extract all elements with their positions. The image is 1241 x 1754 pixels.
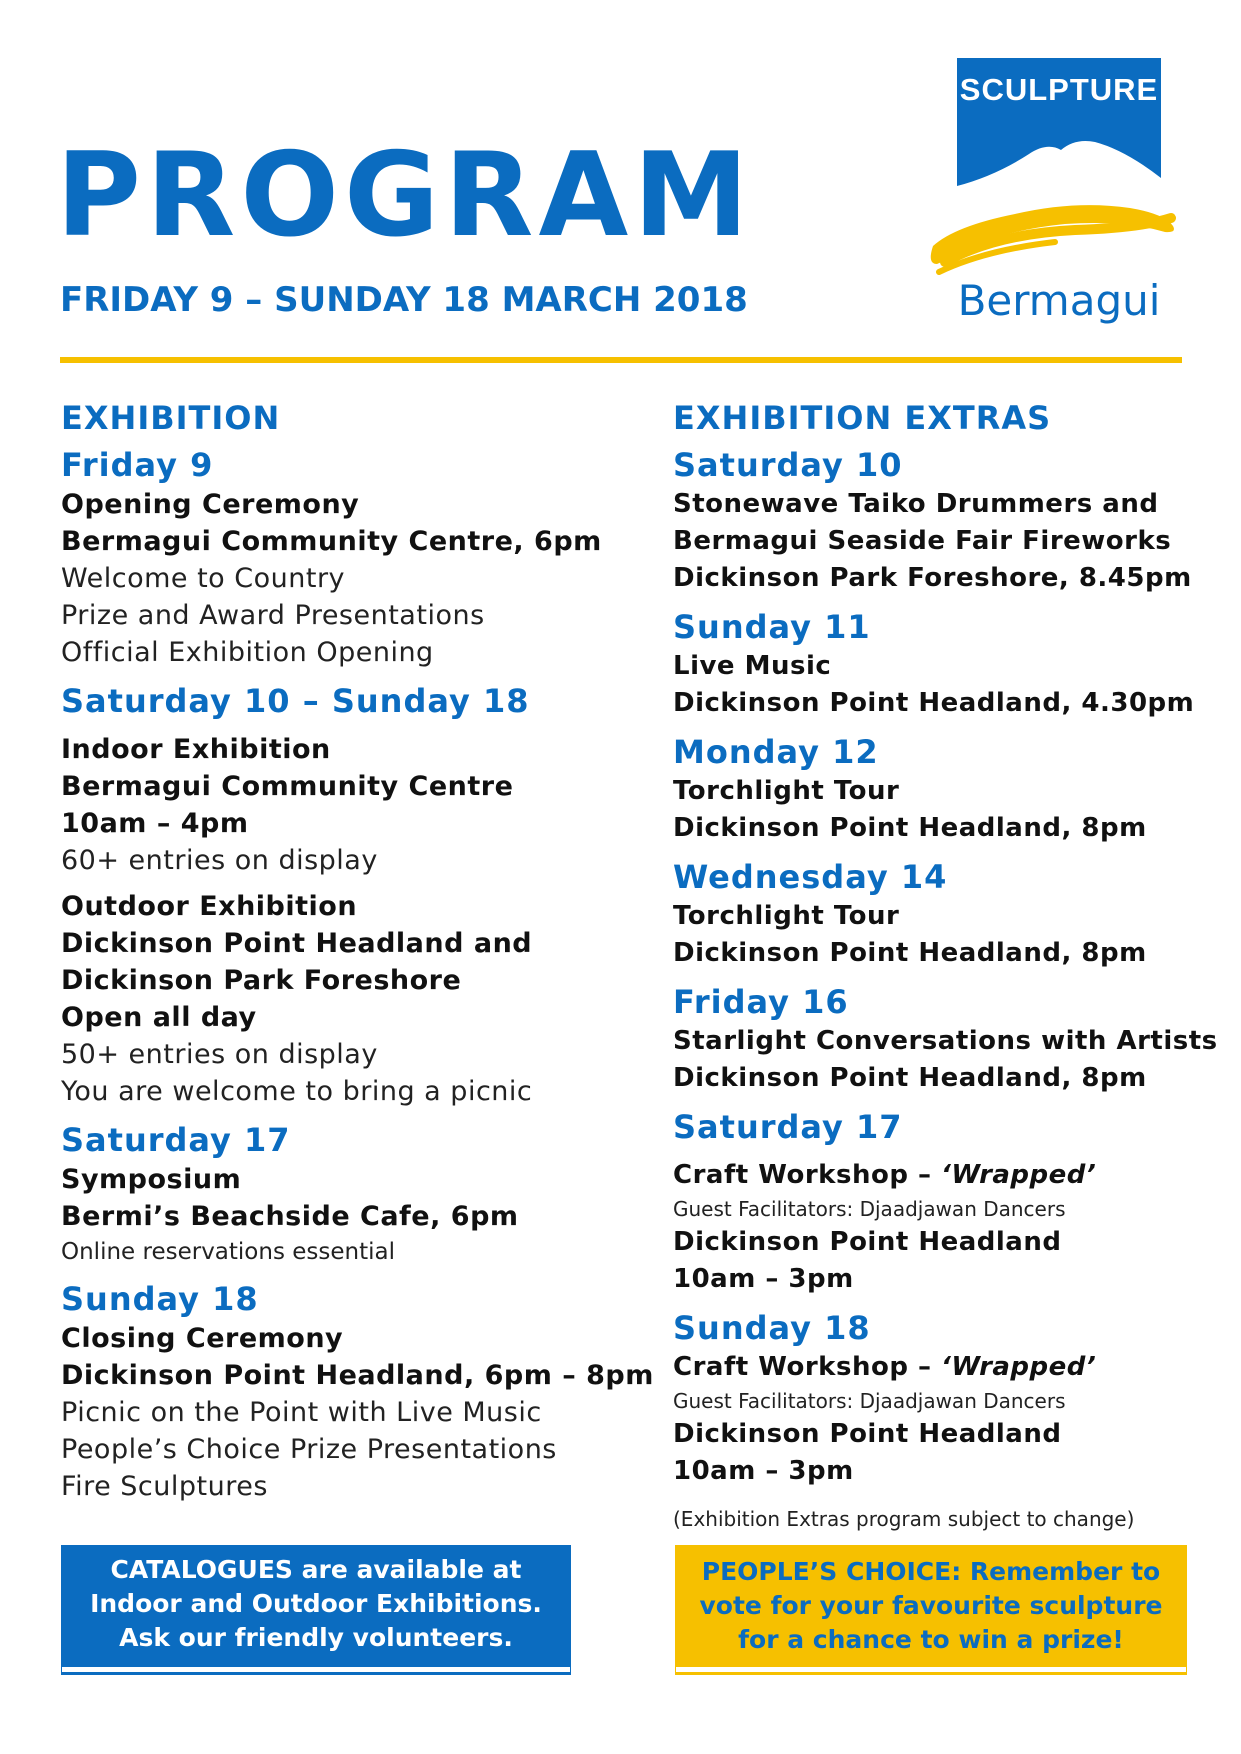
event-detail: Welcome to Country	[61, 563, 346, 594]
event-line: Live Music	[673, 651, 832, 681]
day-wednesday-14: Wednesday 14	[673, 858, 948, 896]
event-line: Torchlight Tour	[673, 901, 900, 931]
event-line: Bermi’s Beachside Cafe, 6pm	[61, 1201, 519, 1232]
event-detail: Official Exhibition Opening	[61, 637, 434, 668]
event-detail: You are welcome to bring a picnic	[61, 1076, 533, 1107]
logo-word: SCULPTURE	[959, 72, 1159, 107]
event-line: Dickinson Point Headland, 8pm	[673, 1063, 1147, 1093]
event-note: Online reservations essential	[61, 1239, 395, 1265]
event-line: Bermagui Community Centre	[61, 771, 514, 802]
exhibition-heading: EXHIBITION	[61, 399, 281, 437]
event-line: Torchlight Tour	[673, 776, 900, 806]
day-saturday-17: Saturday 17	[673, 1108, 903, 1146]
event-line: Symposium	[61, 1164, 242, 1195]
exhibition-column	[61, 398, 654, 1505]
event-line: Outdoor Exhibition	[61, 891, 358, 922]
banner-line: PEOPLE’S CHOICE: Remember to	[701, 1557, 1161, 1586]
day-sunday-18: Sunday 18	[61, 1280, 259, 1318]
event-line: Dickinson Point Headland	[673, 1419, 1062, 1449]
extras-disclaimer: (Exhibition Extras program subject to change)	[673, 1507, 1135, 1531]
banner-line: CATALOGUES are available at	[110, 1554, 522, 1584]
event-line: Dickinson Park Foreshore, 8.45pm	[673, 563, 1192, 593]
event-line: Dickinson Point Headland, 6pm – 8pm	[61, 1360, 654, 1391]
day-friday-16: Friday 16	[673, 983, 849, 1021]
workshop-title	[673, 1349, 1213, 1386]
page-title: PROGRAM	[56, 128, 754, 263]
event-detail: 50+ entries on display	[61, 1039, 378, 1070]
day-monday-12: Monday 12	[673, 733, 879, 771]
header-divider	[60, 357, 1182, 363]
sculpture-bermagui-logo	[925, 58, 1185, 328]
banner-line: vote for your favourite sculpture	[699, 1591, 1163, 1620]
event-dates: FRIDAY 9 – SUNDAY 18 MARCH 2018	[60, 280, 748, 320]
peoples-choice-banner	[675, 1545, 1187, 1667]
event-line: Open all day	[61, 1002, 257, 1033]
workshop-title	[673, 1157, 1213, 1194]
day-saturday-17: Saturday 17	[61, 1121, 291, 1159]
event-line: 10am – 3pm	[673, 1456, 854, 1486]
event-detail: Prize and Award Presentations	[61, 600, 485, 631]
day-sunday-11: Sunday 11	[673, 608, 871, 646]
event-line: Dickinson Point Headland and	[61, 928, 533, 959]
event-line: Indoor Exhibition	[61, 734, 331, 765]
event-detail: Picnic on the Point with Live Music	[61, 1397, 542, 1428]
event-line: Bermagui Community Centre, 6pm	[61, 526, 602, 557]
logo-place: Bermagui	[957, 276, 1161, 325]
event-line: Dickinson Park Foreshore	[61, 965, 462, 996]
event-line: Starlight Conversations with Artists	[673, 1026, 1218, 1056]
event-line: 10am – 4pm	[61, 808, 249, 839]
event-line: Bermagui Seaside Fair Fireworks	[673, 526, 1172, 556]
catalogues-banner	[61, 1545, 571, 1667]
event-line: Dickinson Point Headland, 8pm	[673, 938, 1147, 968]
event-line: Dickinson Point Headland, 8pm	[673, 813, 1147, 843]
workshop-title-prefix: Craft Workshop –	[673, 1160, 942, 1190]
event-line: Dickinson Point Headland, 4.30pm	[673, 688, 1195, 718]
day-sunday-18: Sunday 18	[673, 1309, 871, 1347]
event-line: 10am – 3pm	[673, 1264, 854, 1294]
workshop-title-italic: ‘Wrapped’	[941, 1352, 1097, 1382]
event-detail: Fire Sculptures	[61, 1471, 268, 1502]
day-friday-9: Friday 9	[61, 446, 214, 484]
banner-line: Indoor and Outdoor Exhibitions.	[90, 1588, 542, 1618]
event-line: Closing Ceremony	[61, 1323, 344, 1354]
extras-column	[673, 398, 1218, 1534]
event-detail: 60+ entries on display	[61, 845, 378, 876]
banner-line: Ask our friendly volunteers.	[119, 1622, 513, 1652]
day-saturday-10: Saturday 10	[673, 446, 903, 484]
workshop-facilitators: Guest Facilitators: Djaadjawan Dancers	[673, 1197, 1066, 1221]
mountain-shape	[957, 141, 1161, 205]
banner-line: for a chance to win a prize!	[738, 1625, 1124, 1654]
workshop-facilitators: Guest Facilitators: Djaadjawan Dancers	[673, 1389, 1066, 1413]
extras-heading: EXHIBITION EXTRAS	[673, 399, 1052, 437]
event-line: Stonewave Taiko Drummers and	[673, 489, 1159, 519]
workshop-title-prefix: Craft Workshop –	[673, 1352, 942, 1382]
day-saturday-10-sunday-18: Saturday 10 – Sunday 18	[61, 682, 530, 720]
event-line: Opening Ceremony	[61, 489, 360, 520]
event-detail: People’s Choice Prize Presentations	[61, 1434, 557, 1465]
workshop-title-italic: ‘Wrapped’	[941, 1160, 1097, 1190]
event-line: Dickinson Point Headland	[673, 1227, 1062, 1257]
